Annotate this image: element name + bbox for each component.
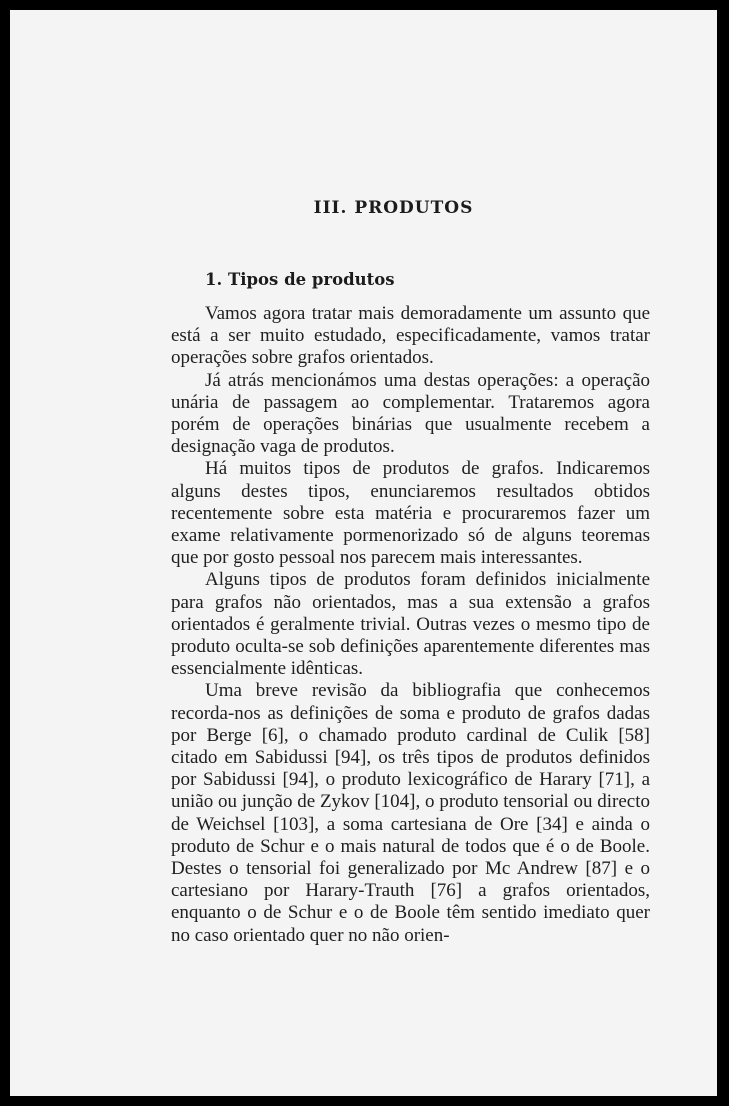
paragraph: Vamos agora tratar mais demoradamente um assunto que está a ser muito estudado, especificadamente, vamos tratar operações sobre grafos orientados. <box>171 303 650 369</box>
paragraph: Há muitos tipos de produtos de grafos. Indicaremos alguns destes tipos, enunciaremos resultados obtidos recentemente sobre esta matéria e procuraremos fazer um exame relativamente pormenorizado só de alguns teoremas que por gosto pessoal nos parecem mais interessantes. <box>171 458 650 569</box>
paragraph: Já atrás mencionámos uma destas operações: a operação unária de passagem ao complementar. Trataremos agora porém de operações binárias que usualmente recebem a designação vaga de produtos. <box>171 369 650 458</box>
chapter-title: III. PRODUTOS <box>313 198 474 218</box>
section-title: 1. Tipos de produtos <box>205 270 395 289</box>
page <box>10 10 717 1096</box>
paragraph: Alguns tipos de produtos foram definidos inicialmente para grafos não orientados, mas a sua extensão a grafos orientados é geralmente trivial. Outras vezes o mesmo tipo de produto oculta-se sob definições aparentemente diferentes mas essencialmente idênticas. <box>171 569 650 680</box>
paragraph: Uma breve revisão da bibliografia que conhecemos recorda-nos as definições de soma e produto de grafos dadas por Berge [6], o chamado produto cardinal de Culik [58] citado em Sabidussi [94], os três tipos de produtos definidos por Sabidussi [94], o produto lexicográfico de Harary [71], a união ou junção de Zykov [104], o produto tensorial ou directo de Weichsel [103], a soma cartesiana de Ore [34] e ainda o produto de Schur e o mais natural de todos que é o de Boole. Destes o tensorial foi generalizado por Mc Andrew [87] e o cartesiano por Harary-Trauth [76] a grafos orientados, enquanto o de Schur e o de Boole têm sentido imediato quer no caso orientado quer no não orien- <box>171 680 650 946</box>
body-text <box>171 303 650 947</box>
